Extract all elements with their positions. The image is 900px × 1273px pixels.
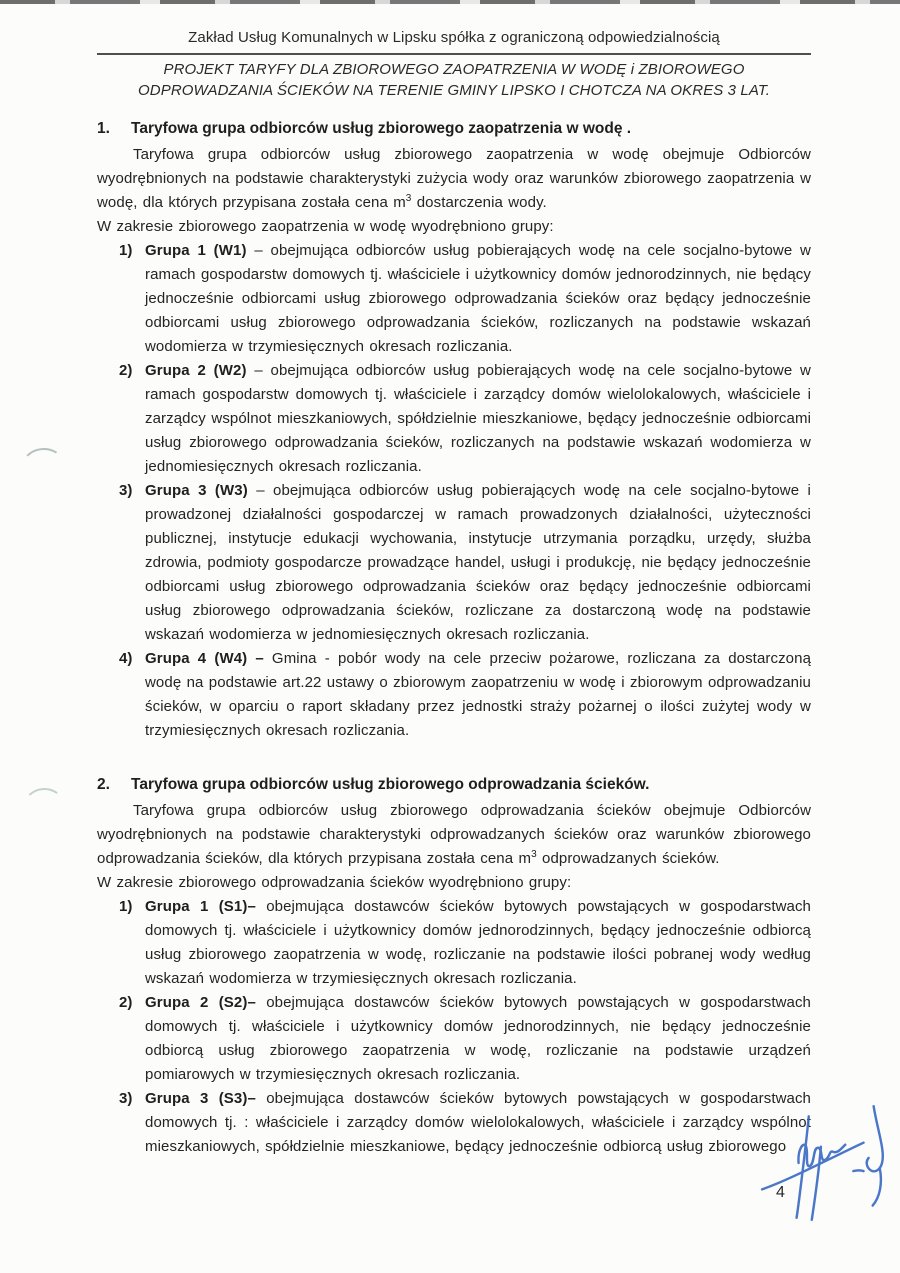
group-description: – obejmująca odbiorców usług pobierających wodę na cele socjalno-bytowe w ramach gospodarstw domowych tj. właściciele i zarządcy domów wielolokalowych, właściciele i zarządcy wspólnot mieszkaniowych, spółdzielnie mieszkaniowe, będący jednocześnie odbiorcami usług zbiorowego odprowadzania ścieków, rozliczanych na podstawie wskazań wodomierza w jednomiesięcznych okresach rozliczania. bbox=[145, 362, 811, 475]
item-text bbox=[145, 1087, 811, 1159]
sewage-group-item bbox=[97, 895, 811, 991]
document-content bbox=[97, 28, 811, 1159]
group-label: Grupa 1 (S1)– bbox=[145, 898, 256, 915]
superscript-cubic: 3 bbox=[405, 193, 412, 204]
section-2-number: 2. bbox=[97, 776, 110, 793]
group-description: obejmująca dostawców ścieków bytowych powstających w gospodarstwach domowych tj. : właściciele i zarządcy domów wielolokalowych, właściciele i zarządcy wspólnot mieszkaniowych, spółdzielnie mieszkaniowe, będący jednocześnie odbiorcą usług zbiorowego bbox=[145, 1090, 811, 1155]
group-description: – obejmująca odbiorców usług pobierających wodę na cele socjalno-bytowe i prowadzonej działalności gospodarczej w ramach prowadzonych działalności, użyteczności publicznej, instytucje edukacji wychowania, instytucje utrzymania porządku, urzędy, służba zdrowia, podmioty gospodarcze prowadzące handel, usługi i produkcję, nie będący jednocześnie odbiorcami usług zbiorowego odprowadzania ścieków oraz będący jednocześnie odbiorcami usług zbiorowego odprowadzania ścieków, rozliczane za dostarczoną wodę na podstawie wskazań wodomierza w jednomiesięcznych okresach rozliczania. bbox=[145, 482, 811, 643]
group-label: Grupa 1 (W1) bbox=[145, 242, 247, 259]
section-2-groups-line: W zakresie zbiorowego odprowadzania ścieków wyodrębniono grupy: bbox=[97, 874, 572, 891]
section-2-heading bbox=[97, 773, 811, 797]
section-1-heading bbox=[97, 117, 811, 141]
group-description: obejmująca dostawców ścieków bytowych powstających w gospodarstwach domowych tj. właściciele i użytkownicy domów jednorodzinnych, nie będący jednocześnie odbiorcą usług zbiorowego zaopatrzenia w wodę, rozliczanie na podstawie urządzeń pomiarowych w trzymiesięcznych okresach rozliczania. bbox=[145, 994, 811, 1083]
item-text bbox=[145, 239, 811, 359]
water-group-item bbox=[97, 647, 811, 743]
item-number: 1) bbox=[119, 242, 133, 259]
section-2-title: Taryfowa grupa odbiorców usług zbiorowego odprowadzania ścieków. bbox=[131, 776, 650, 793]
section-gap bbox=[97, 743, 811, 765]
item-text bbox=[145, 991, 811, 1087]
section-1-number: 1. bbox=[97, 120, 110, 137]
item-number: 4) bbox=[119, 650, 133, 667]
item-number: 3) bbox=[119, 1090, 133, 1107]
item-text bbox=[145, 647, 811, 743]
organization-name: Zakład Usług Komunalnych w Lipsku spółka z ograniczoną odpowiedzialnością bbox=[188, 29, 720, 46]
section-1-intro-paragraph bbox=[97, 143, 811, 215]
group-description: – obejmująca odbiorców usług pobierających wodę na cele socjalno-bytowe w ramach gospodarstw domowych tj. właściciele i użytkownicy domów jednorodzinnych, nie będący jednocześnie odbiorcami usług zbiorowego odprowadzania ścieków oraz będący jednocześnie odbiorcami usług zbiorowego odprowadzania ścieków, rozliczanych na podstawie wskazań wodomierza w trzymiesięcznych okresach rozliczania. bbox=[145, 242, 811, 355]
group-description: Gmina - pobór wody na cele przeciw pożarowe, rozliczana za dostarczoną wodę na podstawie art.22 ustawy o zbiorowym zaopatrzeniu w wodę i zbiorowym odprowadzaniu ścieków, w oparciu o raport składany przez jednostki straży pożarnej o ilości zużytej wody w trzymiesięcznych okresach rozliczania. bbox=[145, 650, 812, 739]
section-2-intro-tail: odprowadzanych ścieków. bbox=[536, 850, 720, 867]
section-2-intro-text: Taryfowa grupa odbiorców usług zbiorowego odprowadzania ścieków obejmuje Odbiorców wyodrębnionych na podstawie charakterystyki odprowadzanych ścieków oraz warunków zbiorowego odprowadzania ścieków, dla których przypisana została cena m bbox=[97, 802, 811, 867]
sewage-group-item bbox=[97, 1087, 811, 1159]
item-text bbox=[145, 895, 811, 991]
item-text bbox=[145, 359, 811, 479]
handwritten-signature bbox=[756, 1104, 898, 1226]
group-label: Grupa 4 (W4) – bbox=[145, 650, 264, 667]
water-group-item bbox=[97, 359, 811, 479]
water-group-item bbox=[97, 239, 811, 359]
scan-artifact-arc bbox=[23, 787, 65, 824]
group-label: Grupa 2 (S2)– bbox=[145, 994, 256, 1011]
item-number: 1) bbox=[119, 898, 133, 915]
section-1-intro-text: Taryfowa grupa odbiorców usług zbiorowego zaopatrzenia w wodę obejmuje Odbiorców wyodrębnionych na podstawie charakterystyki zużycia wody oraz warunków zbiorowego zaopatrzenia w wodę, dla których przypisana została cena m bbox=[97, 146, 811, 211]
scan-artifact-top-edge bbox=[0, 0, 900, 4]
section-1-intro-tail: dostarczenia wody. bbox=[411, 194, 547, 211]
section-1-groups-line: W zakresie zbiorowego zaopatrzenia w wodę wyodrębniono grupy: bbox=[97, 218, 554, 235]
group-description: obejmująca dostawców ścieków bytowych powstających w gospodarstwach domowych tj. właściciele i użytkownicy domów jednorodzinnych, będący jednocześnie odbiorcą usług zbiorowego zaopatrzenia w wodę, rozliczanie na podstawie ilości pobranej wody według wskazań wodomierza w trzymiesięcznych okresach rozliczania. bbox=[145, 898, 811, 987]
group-label: Grupa 3 (S3)– bbox=[145, 1090, 256, 1107]
document-title: PROJEKT TARYFY DLA ZBIOROWEGO ZAOPATRZENIA W WODĘ i ZBIOROWEGO ODPROWADZANIA ŚCIEKÓW NA TERENIE GMINY LIPSKO I CHOTCZA NA OKRES 3 LAT. bbox=[138, 61, 770, 99]
section-2-intro-paragraph bbox=[97, 799, 811, 871]
header-divider bbox=[97, 53, 811, 55]
item-text bbox=[145, 479, 811, 647]
sewage-group-item bbox=[97, 991, 811, 1087]
page-number: 4 bbox=[776, 1184, 785, 1201]
group-label: Grupa 3 (W3) bbox=[145, 482, 248, 499]
item-number: 2) bbox=[119, 362, 133, 379]
section-1-title: Taryfowa grupa odbiorców usług zbiorowego zaopatrzenia w wodę . bbox=[131, 120, 632, 137]
superscript-cubic: 3 bbox=[531, 849, 537, 860]
item-number: 2) bbox=[119, 994, 133, 1011]
item-number: 3) bbox=[119, 482, 133, 499]
group-label: Grupa 2 (W2) bbox=[145, 362, 247, 379]
scan-artifact-arc bbox=[20, 446, 65, 484]
water-group-item bbox=[97, 479, 811, 647]
